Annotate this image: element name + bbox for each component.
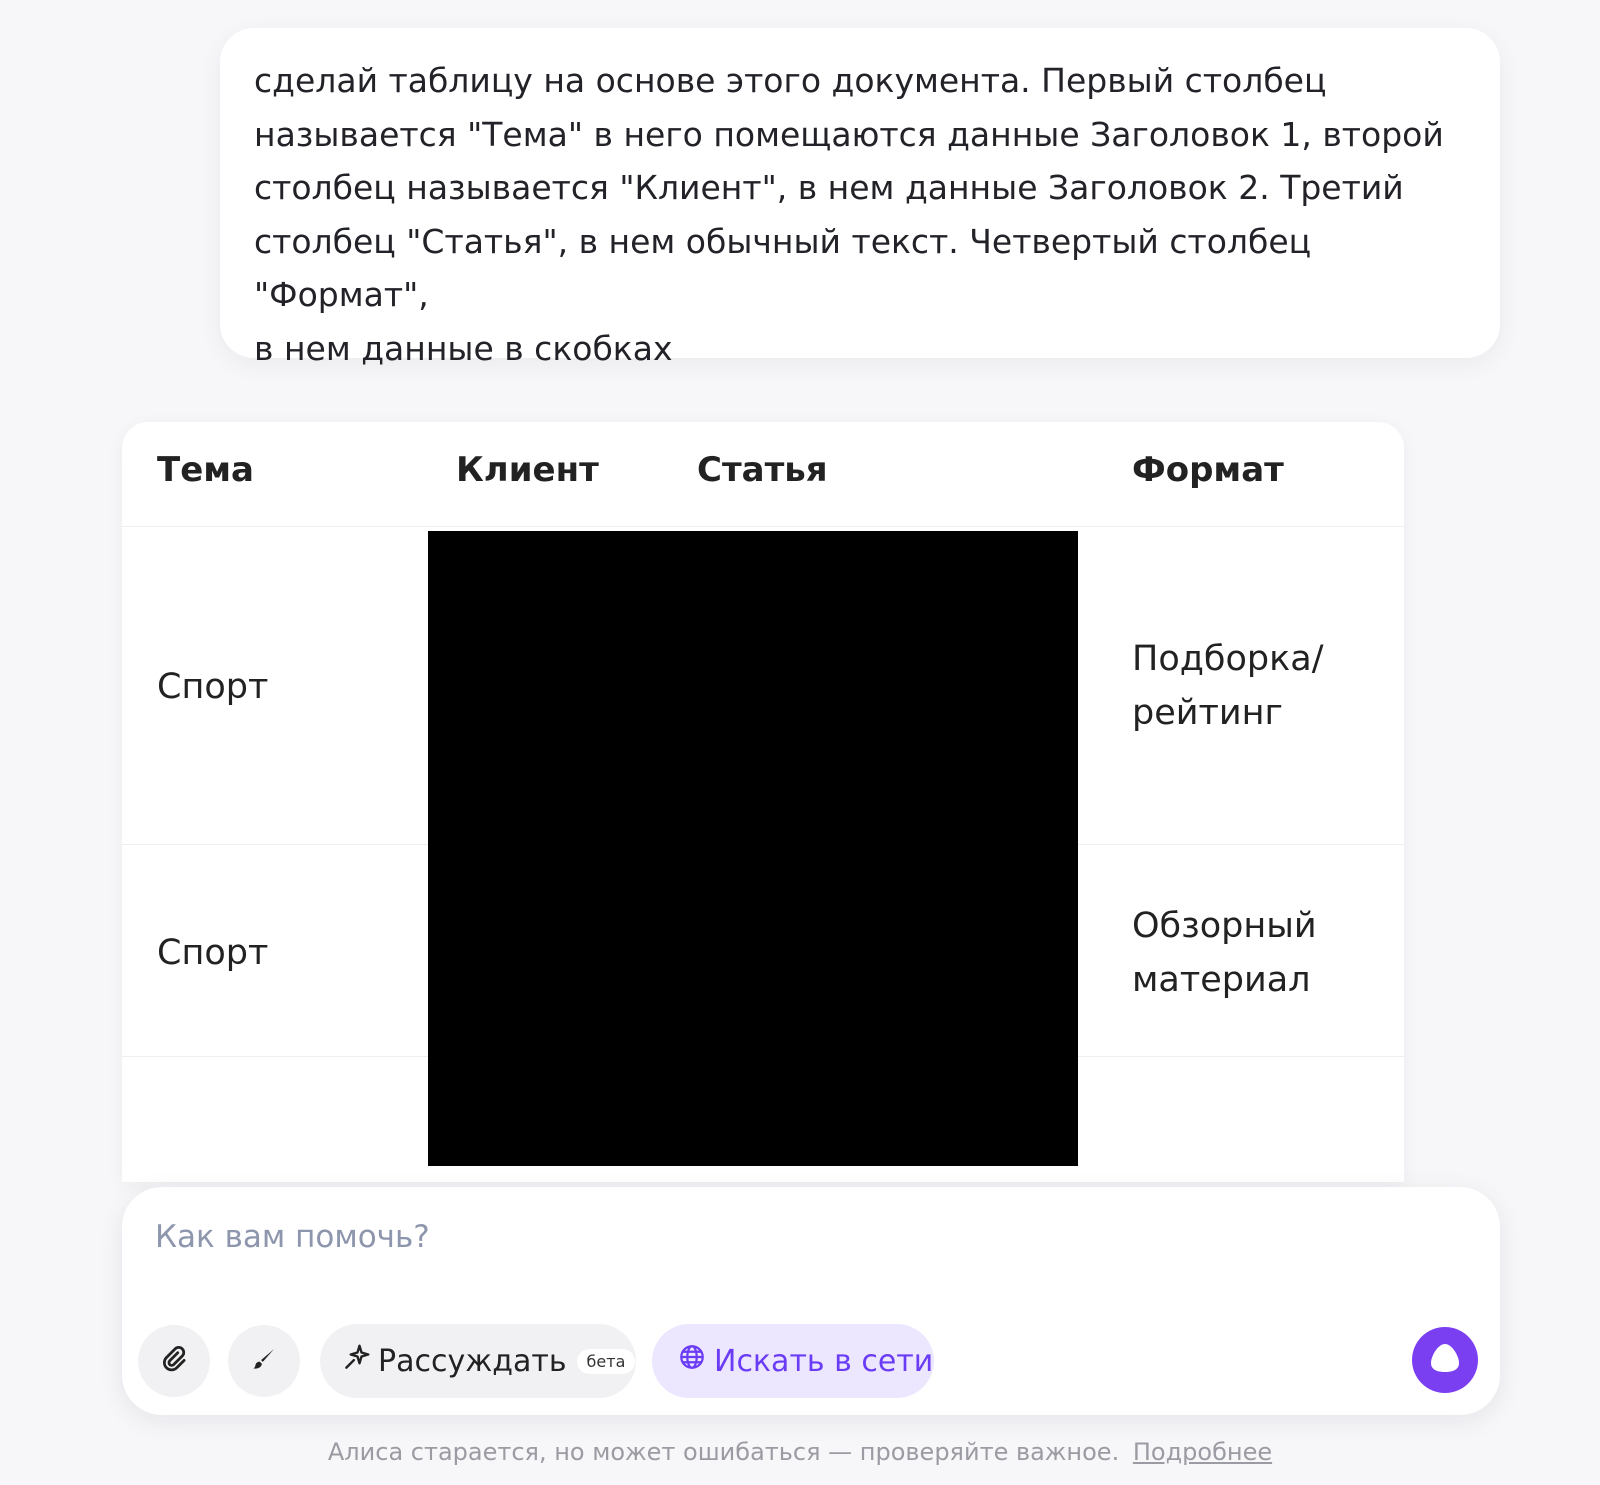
more-link[interactable]: Подробнее (1132, 1438, 1273, 1466)
cell-tema: Спорт (157, 667, 269, 707)
header-tema: Тема (157, 450, 254, 490)
cell-format-line: Подборка/ (1132, 639, 1324, 679)
user-message-line: сделай таблицу на основе этого документа. Первый столбец (254, 61, 1327, 100)
reason-label: Рассуждать (378, 1343, 567, 1379)
brush-icon (250, 1345, 278, 1377)
user-message-line: называется "Тема" в него помещаются данные Заголовок 1, второй (254, 114, 1444, 154)
user-message-line: в нем данные в скобках (254, 328, 673, 368)
cell-format-line: материал (1132, 960, 1311, 1000)
header-format: Формат (1132, 450, 1284, 490)
paperclip-icon (159, 1344, 189, 1378)
message-input[interactable]: Как вам помочь? (155, 1219, 430, 1255)
reason-button[interactable] (320, 1324, 636, 1398)
cell-tema: Спорт (157, 933, 269, 973)
cell-format-line: Обзорный (1132, 906, 1317, 946)
header-statya: Статья (697, 450, 828, 490)
attach-button[interactable] (138, 1325, 210, 1397)
globe-icon (678, 1343, 706, 1379)
disclaimer-text: Алиса старается, но может ошибаться — проверяйте важное. (327, 1438, 1120, 1466)
redaction-box (428, 531, 1078, 1166)
disclaimer (0, 1438, 1600, 1466)
web-search-button[interactable] (652, 1324, 934, 1398)
header-klient: Клиент (456, 450, 599, 490)
composer (122, 1187, 1500, 1415)
user-message-line: столбец "Статья", в нем обычный текст. Четвертый столбец "Формат", (254, 221, 1312, 314)
cell-format (1132, 632, 1324, 740)
draw-button[interactable] (228, 1325, 300, 1397)
alice-icon (1425, 1338, 1465, 1382)
cell-format (1132, 899, 1317, 1007)
send-button[interactable] (1412, 1327, 1478, 1393)
user-message-line: столбец называется "Клиент", в нем данные Заголовок 2. Третий (254, 168, 1404, 207)
header-divider (122, 526, 1404, 527)
user-message (220, 28, 1500, 368)
beta-badge: бета (577, 1349, 636, 1374)
web-search-label: Искать в сети (714, 1343, 934, 1379)
cell-format-line: рейтинг (1132, 693, 1283, 733)
sparkle-icon (342, 1342, 372, 1380)
